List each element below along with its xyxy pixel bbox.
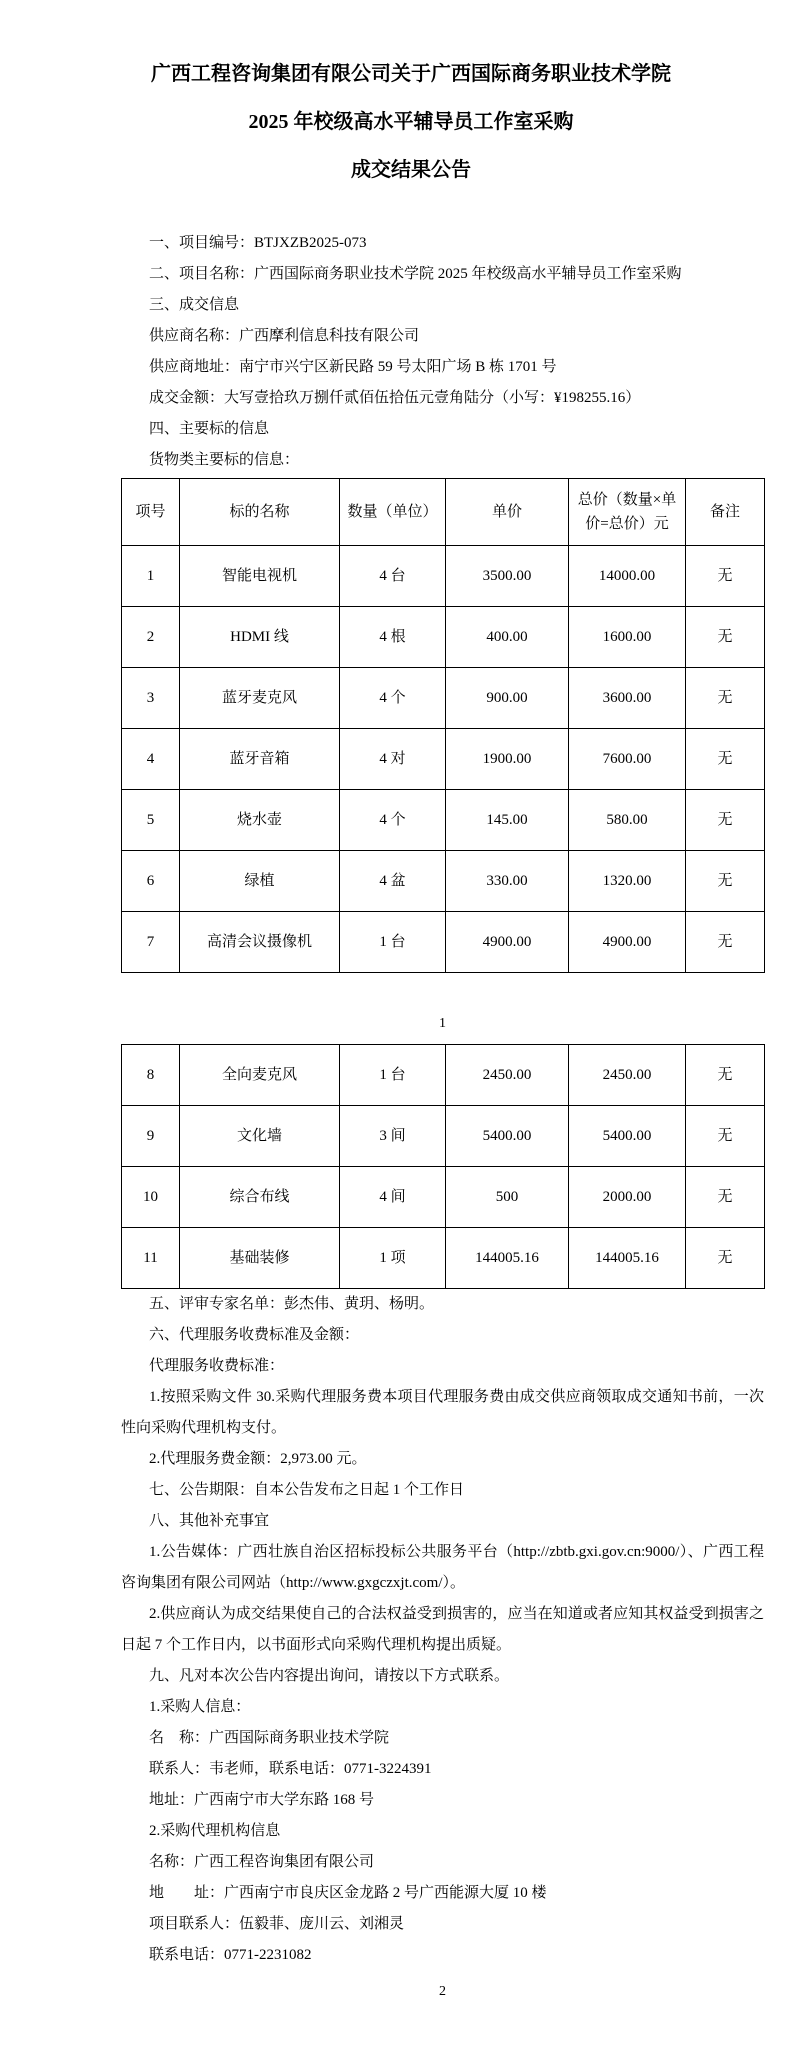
table-row [122, 668, 765, 729]
table-cell: 330.00 [446, 851, 569, 912]
paragraph: 六、代理服务收费标准及金额： [149, 1327, 360, 1343]
paragraph: 地 址：广西南宁市良庆区金龙路 2 号广西能源大厦 10 楼 [149, 1885, 547, 1901]
table-cell: 智能电视机 [180, 546, 340, 607]
table-cell: 900.00 [446, 668, 569, 729]
table-cell: 全向麦克风 [180, 1045, 340, 1106]
table-cell: 1600.00 [569, 607, 686, 668]
table-cell: 无 [686, 546, 765, 607]
table-row [122, 912, 765, 973]
table-cell: 5 [122, 790, 180, 851]
table-cell: 4 根 [340, 607, 446, 668]
table-cell: 无 [686, 851, 765, 912]
table-cell: 3 [122, 668, 180, 729]
page-number-2: 2 [439, 1984, 446, 1999]
table-cell: 高清会议摄像机 [180, 912, 340, 973]
table-cell: 2450.00 [446, 1045, 569, 1106]
paragraph: 1.公告媒体：广西壮族自治区招标投标公共服务平台（http://zbtb.gxi.gov.cn:9000/）、广西工程咨询集团有限公司网站（http://www.gxgczxjt.com/）。 [121, 1544, 764, 1591]
table-cell: 4 [122, 729, 180, 790]
paragraph: 2.供应商认为成交结果使自己的合法权益受到损害的，应当在知道或者应知其权益受到损害之日起 7 个工作日内，以书面形式向采购代理机构提出质疑。 [121, 1606, 764, 1653]
table-cell: 3600.00 [569, 668, 686, 729]
table-body-page2 [122, 1045, 765, 1289]
paragraph: 四、主要标的信息 [149, 421, 270, 437]
table-cell: 11 [122, 1228, 180, 1289]
table-cell: 蓝牙麦克风 [180, 668, 340, 729]
paragraph: 五、评审专家名单：彭杰伟、黄玥、杨明。 [149, 1296, 435, 1312]
table-cell: 无 [686, 1045, 765, 1106]
table-cell: 4 对 [340, 729, 446, 790]
paragraph: 项目联系人：伍毅菲、庞川云、刘湘灵 [149, 1916, 405, 1932]
goods-table-page2 [121, 1044, 765, 1289]
table-cell: 500 [446, 1167, 569, 1228]
column-header: 数量（单位） [340, 479, 446, 546]
table-cell: 7600.00 [569, 729, 686, 790]
table-cell: 烧水壶 [180, 790, 340, 851]
column-header: 单价 [446, 479, 569, 546]
table-cell: 1 台 [340, 912, 446, 973]
table-cell: 580.00 [569, 790, 686, 851]
table-cell: 144005.16 [446, 1228, 569, 1289]
table-cell: 无 [686, 1167, 765, 1228]
table-cell: 10 [122, 1167, 180, 1228]
document-title [58, 50, 764, 194]
table-cell: 无 [686, 1228, 765, 1289]
paragraph: 地址：广西南宁市大学东路 168 号 [149, 1792, 375, 1808]
paragraph: 联系人：韦老师，联系电话：0771-3224391 [149, 1761, 432, 1777]
table-cell: 综合布线 [180, 1167, 340, 1228]
table-cell: 无 [686, 668, 765, 729]
table-cell: 144005.16 [569, 1228, 686, 1289]
table-cell: 1320.00 [569, 851, 686, 912]
paragraph: 七、公告期限：自本公告发布之日起 1 个工作日 [149, 1482, 465, 1498]
table-cell: 绿植 [180, 851, 340, 912]
table-cell: 8 [122, 1045, 180, 1106]
table-cell: 1 台 [340, 1045, 446, 1106]
table-cell: 无 [686, 729, 765, 790]
table-cell: 4 间 [340, 1167, 446, 1228]
title-line: 广西工程咨询集团有限公司关于广西国际商务职业技术学院 [151, 63, 671, 85]
table-row [122, 546, 765, 607]
table-cell: 文化墙 [180, 1106, 340, 1167]
table-cell: 1 项 [340, 1228, 446, 1289]
paragraph: 二、项目名称：广西国际商务职业技术学院 2025 年校级高水平辅导员工作室采购 [149, 266, 682, 282]
paragraph: 名 称：广西国际商务职业技术学院 [149, 1730, 390, 1746]
paragraph: 2.代理服务费金额：2,973.00 元。 [149, 1451, 367, 1467]
table-cell: 无 [686, 912, 765, 973]
table-cell: 4 个 [340, 790, 446, 851]
table-cell: 400.00 [446, 607, 569, 668]
table-row [122, 729, 765, 790]
table-cell: 1 [122, 546, 180, 607]
table-cell: 2 [122, 607, 180, 668]
table-cell: 4 个 [340, 668, 446, 729]
paragraph: 名称：广西工程咨询集团有限公司 [149, 1854, 375, 1870]
table-cell: 1900.00 [446, 729, 569, 790]
paragraph: 1.按照采购文件 30.采购代理服务费本项目代理服务费由成交供应商领取成交通知书前，一次性向采购代理机构支付。 [121, 1389, 764, 1436]
table-cell: 5400.00 [569, 1106, 686, 1167]
table-cell: 6 [122, 851, 180, 912]
table-cell: 基础装修 [180, 1228, 340, 1289]
title-line: 成交结果公告 [351, 159, 471, 181]
paragraph: 三、成交信息 [149, 297, 240, 313]
column-header: 项号 [122, 479, 180, 546]
table-cell: 2450.00 [569, 1045, 686, 1106]
table-cell: 145.00 [446, 790, 569, 851]
paragraph: 一、项目编号：BTJXZB2025-073 [149, 235, 367, 251]
paragraph: 联系电话：0771-2231082 [149, 1947, 312, 1963]
table-cell: HDMI 线 [180, 607, 340, 668]
table-header-row [122, 479, 765, 546]
table-cell: 4900.00 [446, 912, 569, 973]
table-row [122, 1228, 765, 1289]
paragraph: 供应商地址：南宁市兴宁区新民路 59 号太阳广场 B 栋 1701 号 [149, 359, 557, 375]
table-cell: 4 台 [340, 546, 446, 607]
table-row [122, 851, 765, 912]
table-row [122, 1106, 765, 1167]
column-header: 备注 [686, 479, 765, 546]
intro-section [121, 228, 764, 476]
paragraph: 供应商名称：广西摩利信息科技有限公司 [149, 328, 420, 344]
table-cell: 3 间 [340, 1106, 446, 1167]
title-line: 2025 年校级高水平辅导员工作室采购 [248, 111, 574, 133]
table-row [122, 1167, 765, 1228]
table-cell: 14000.00 [569, 546, 686, 607]
table-cell: 2000.00 [569, 1167, 686, 1228]
paragraph: 2.采购代理机构信息 [149, 1823, 281, 1839]
table-cell: 无 [686, 607, 765, 668]
table-cell: 5400.00 [446, 1106, 569, 1167]
table-cell: 9 [122, 1106, 180, 1167]
paragraph: 成交金额：大写壹拾玖万捌仟贰佰伍拾伍元壹角陆分（小写：¥198255.16） [149, 390, 641, 406]
goods-table-page1 [121, 478, 765, 973]
paragraph: 九、凡对本次公告内容提出询问，请按以下方式联系。 [149, 1668, 510, 1684]
closing-section [121, 1289, 764, 1971]
paragraph: 货物类主要标的信息： [149, 452, 300, 468]
table-row [122, 1045, 765, 1106]
column-header: 总价（数量×单价=总价）元 [569, 479, 686, 546]
paragraph: 八、其他补充事宜 [149, 1513, 270, 1529]
table-cell: 无 [686, 1106, 765, 1167]
table-cell: 4900.00 [569, 912, 686, 973]
table-cell: 4 盆 [340, 851, 446, 912]
table-row [122, 790, 765, 851]
table-body-page1 [122, 546, 765, 973]
column-header: 标的名称 [180, 479, 340, 546]
paragraph: 1.采购人信息： [149, 1699, 251, 1715]
table-cell: 蓝牙音箱 [180, 729, 340, 790]
table-cell: 无 [686, 790, 765, 851]
table-cell: 3500.00 [446, 546, 569, 607]
page-number-1: 1 [439, 1016, 446, 1031]
table-cell: 7 [122, 912, 180, 973]
table-row [122, 607, 765, 668]
paragraph: 代理服务收费标准： [149, 1358, 285, 1374]
